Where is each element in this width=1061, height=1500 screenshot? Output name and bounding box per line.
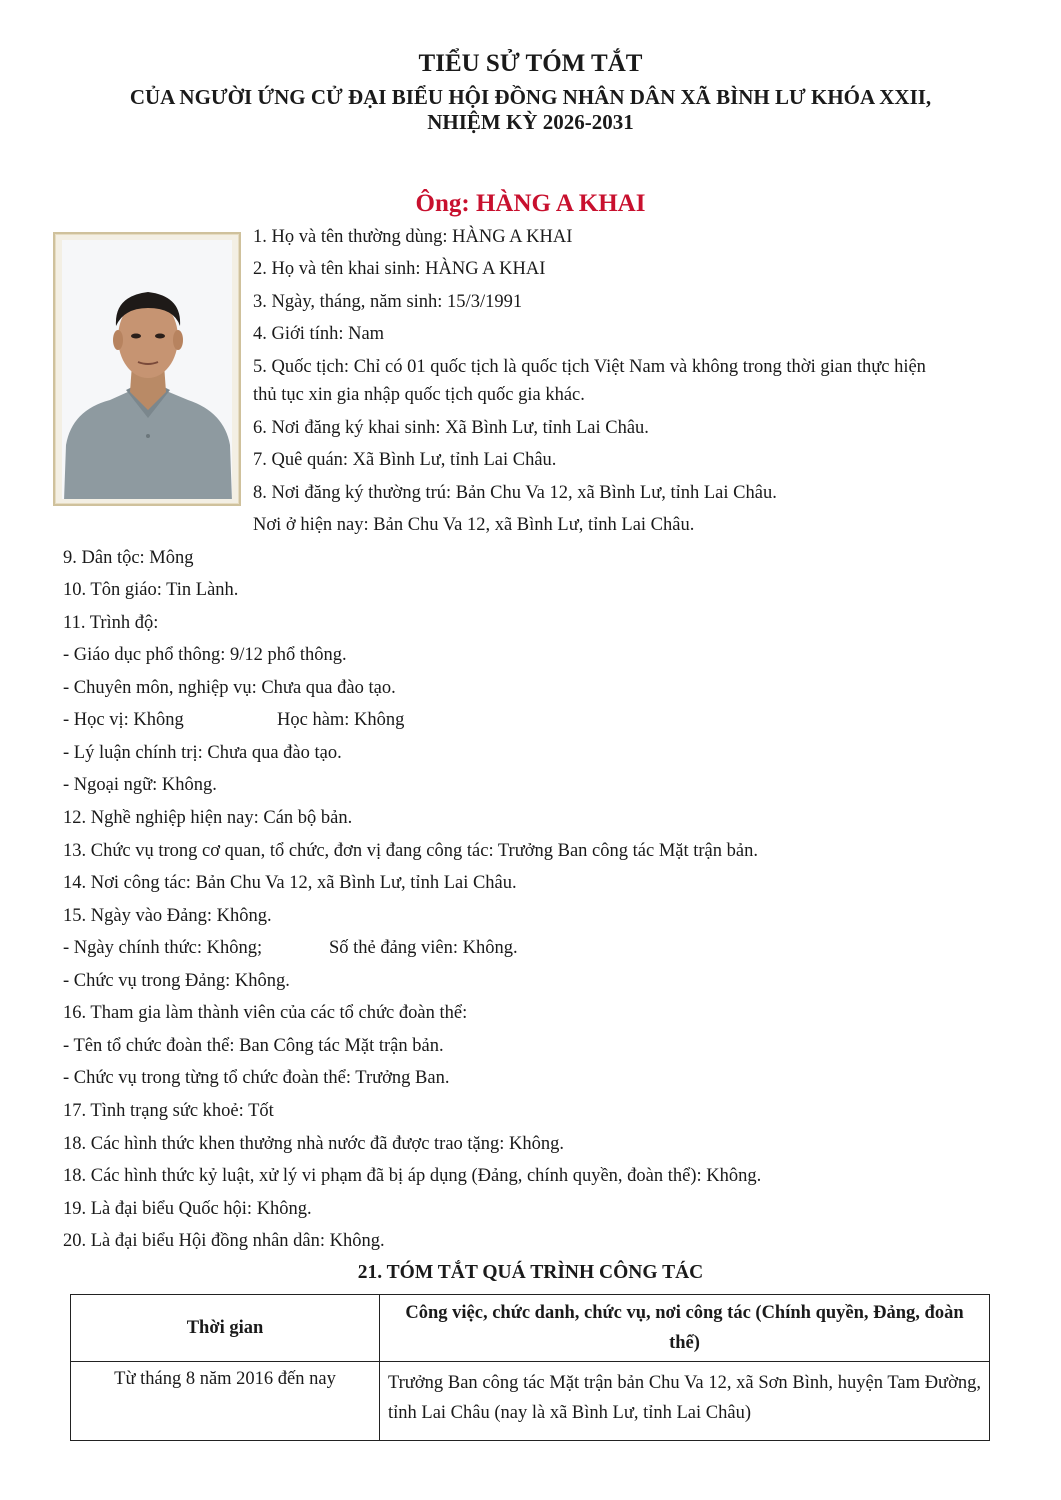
- item-current-residence: Nơi ở hiện nay: Bản Chu Va 12, xã Bình Lư, tỉnh Lai Châu.: [253, 515, 695, 535]
- item-degree-row: [63, 707, 404, 733]
- item-religion: 10. Tôn giáo: Tin Lành.: [63, 580, 239, 600]
- item-professional-training: - Chuyên môn, nghiệp vụ: Chưa qua đào tạo.: [63, 678, 396, 698]
- item-organizations: 16. Tham gia làm thành viên của các tổ chức đoàn thể:: [63, 1003, 468, 1023]
- item-party-official-row: [63, 935, 518, 961]
- item-organization-position: - Chức vụ trong từng tổ chức đoàn thể: Trưởng Ban.: [63, 1068, 450, 1088]
- item-general-education: - Giáo dục phổ thông: 9/12 phổ thông.: [63, 645, 347, 665]
- work-history-table: [70, 1294, 990, 1441]
- work-history-title: 21. TÓM TẮT QUÁ TRÌNH CÔNG TÁC: [357, 1262, 704, 1283]
- column-header-detail: Công việc, chức danh, chức vụ, nơi công tác (Chính quyền, Đảng, đoàn thể): [380, 1295, 990, 1362]
- item-birth-date: 3. Ngày, tháng, năm sinh: 15/3/1991: [253, 292, 523, 312]
- item-ethnicity: 9. Dân tộc: Mông: [63, 548, 194, 568]
- candidate-name-heading: Ông: HÀNG A KHAI: [415, 190, 646, 217]
- table-cell-time: Từ tháng 8 năm 2016 đến nay: [71, 1362, 380, 1441]
- item-awards: 18. Các hình thức khen thưởng nhà nước đã được trao tặng: Không.: [63, 1134, 565, 1154]
- item-party-card-number: Số thẻ đảng viên: Không.: [329, 938, 518, 958]
- item-foreign-language: - Ngoại ngữ: Không.: [63, 775, 217, 795]
- item-discipline: 18. Các hình thức kỷ luật, xử lý vi phạm đã bị áp dụng (Đảng, chính quyền, đoàn thể): Không.: [63, 1166, 762, 1186]
- item-permanent-residence: 8. Nơi đăng ký thường trú: Bản Chu Va 12, xã Bình Lư, tỉnh Lai Châu.: [253, 483, 777, 503]
- item-organization-name: - Tên tổ chức đoàn thể: Ban Công tác Mặt trận bản.: [63, 1036, 444, 1056]
- item-national-assembly: 19. Là đại biểu Quốc hội: Không.: [63, 1199, 312, 1219]
- document-title: TIỂU SỬ TÓM TẮT: [418, 50, 643, 77]
- document-subtitle-line-1: CỦA NGƯỜI ỨNG CỬ ĐẠI BIỂU HỘI ĐỒNG NHÂN DÂN XÃ BÌNH LƯ KHÓA XXII,: [129, 85, 932, 109]
- item-gender: 4. Giới tính: Nam: [253, 324, 385, 344]
- portrait-image: [62, 240, 232, 499]
- item-health: 17. Tình trạng sức khoẻ: Tốt: [63, 1101, 274, 1121]
- item-academic-title: Học hàm: Không: [277, 710, 405, 730]
- item-common-name: 1. Họ và tên thường dùng: HÀNG A KHAI: [253, 227, 573, 247]
- table-cell-detail: Trưởng Ban công tác Mặt trận bản Chu Va 12, xã Sơn Bình, huyện Tam Đường, tỉnh Lai Châu (nay là xã Bình Lư, tỉnh Lai Châu): [380, 1362, 990, 1441]
- column-header-time: Thời gian: [71, 1295, 380, 1362]
- document-subtitle-line-2: NHIỆM KỲ 2026-2031: [427, 110, 634, 134]
- item-position: 13. Chức vụ trong cơ quan, tổ chức, đơn vị đang công tác: Trưởng Ban công tác Mặt trận bản.: [63, 841, 758, 861]
- candidate-photo: [53, 232, 241, 506]
- item-party-entry: 15. Ngày vào Đảng: Không.: [63, 906, 272, 926]
- item-nationality: 5. Quốc tịch: Chỉ có 01 quốc tịch là quốc tịch Việt Nam và không trong thời gian thực hiện: [253, 357, 926, 377]
- item-degree: - Học vị: Không: [63, 710, 184, 730]
- item-party-official-date: - Ngày chính thức: Không;: [63, 938, 263, 958]
- item-qualification: 11. Trình độ:: [63, 613, 159, 633]
- item-birth-name: 2. Họ và tên khai sinh: HÀNG A KHAI: [253, 259, 546, 279]
- item-birth-registration: 6. Nơi đăng ký khai sinh: Xã Bình Lư, tỉnh Lai Châu.: [253, 418, 649, 438]
- item-political-theory: - Lý luận chính trị: Chưa qua đào tạo.: [63, 743, 342, 763]
- item-hometown: 7. Quê quán: Xã Bình Lư, tỉnh Lai Châu.: [253, 450, 557, 470]
- item-party-position: - Chức vụ trong Đảng: Không.: [63, 971, 290, 991]
- item-peoples-council: 20. Là đại biểu Hội đồng nhân dân: Không.: [63, 1231, 385, 1251]
- item-occupation: 12. Nghề nghiệp hiện nay: Cán bộ bản.: [63, 808, 353, 828]
- item-nationality-cont: thủ tục xin gia nhập quốc tịch quốc gia khác.: [253, 385, 585, 405]
- item-workplace: 14. Nơi công tác: Bản Chu Va 12, xã Bình Lư, tỉnh Lai Châu.: [63, 873, 517, 893]
- table-row: [71, 1362, 990, 1441]
